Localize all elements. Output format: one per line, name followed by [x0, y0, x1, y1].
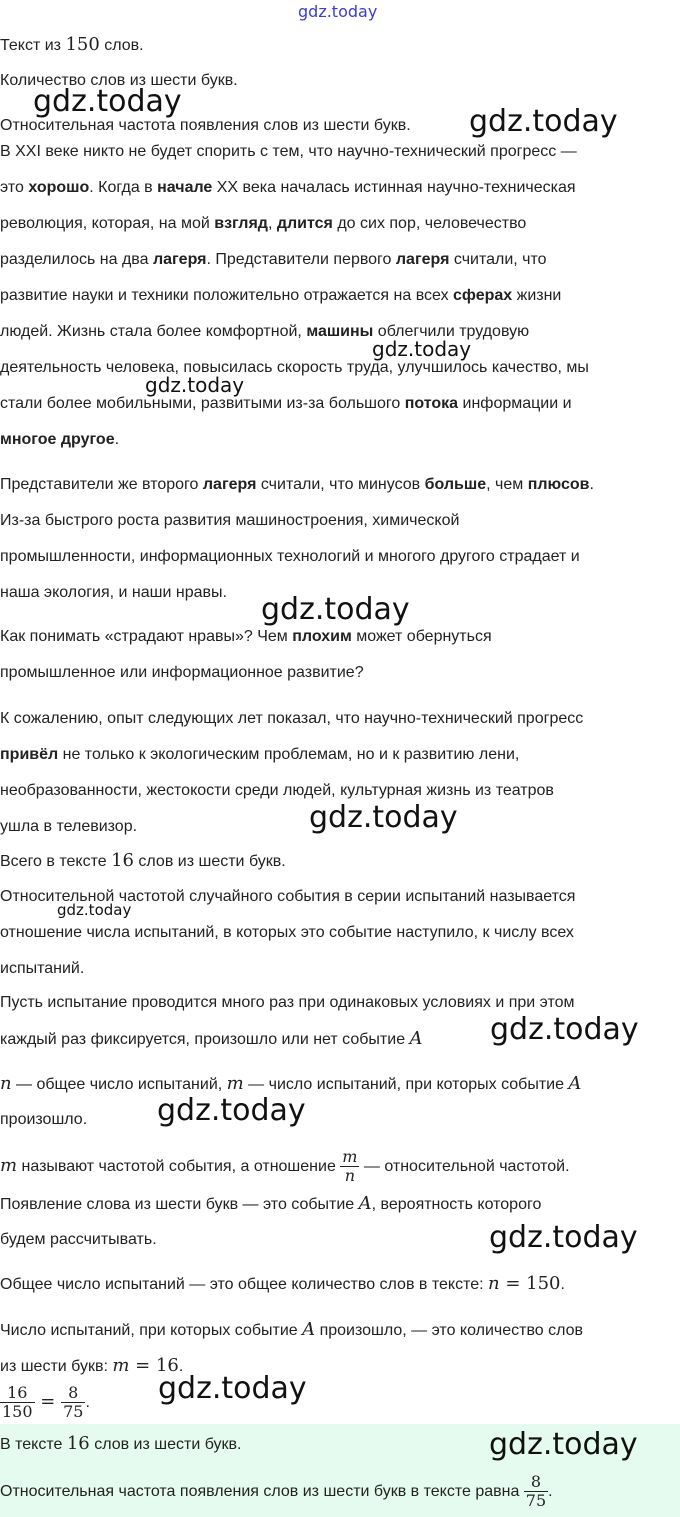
essay-line: Как понимать «страдают нравы»? Чем плохим может обернуться	[0, 628, 492, 645]
definition-line: отношение числа испытаний, в которых это событие наступило, к числу всех	[0, 924, 574, 941]
fraction-16-over-150: $\frac{16}{150}$	[2, 1383, 33, 1422]
watermark: gdz.today	[157, 1093, 306, 1128]
definition-line: Относительной частотой случайного события в серии испытаний называется	[0, 888, 576, 905]
essay-line: это хорошо. Когда в начале XX века началась истинная научно-техническая	[0, 179, 576, 196]
statement-relative-frequency: Относительная частота появления слов из шести букв.	[0, 117, 411, 134]
watermark: gdz.today	[309, 800, 458, 835]
fraction-answer-8-over-75: $\frac{8}{75}$	[525, 1472, 547, 1511]
essay-line: В XXI веке никто не будет спорить с тем, что научно-технический прогресс —	[0, 143, 577, 160]
fraction-calculation: $\frac{16}{150}$ = $\frac{8}{75}$ .	[2, 1383, 90, 1422]
explanation-line: будем рассчитывать.	[0, 1231, 157, 1248]
success-trials-line: из шести букв: m = 16.	[0, 1355, 184, 1376]
watermark-top: gdz.today	[298, 2, 378, 21]
answer-line: В тексте 16 слов из шести букв.	[0, 1433, 242, 1454]
definition-line: испытаний.	[0, 960, 85, 977]
essay-line: привёл не только к экологическим проблемам, но и к развитию лени,	[0, 746, 520, 763]
essay-line: стали более мобильными, развитыми из-за большого потока информации и	[0, 395, 572, 412]
watermark: gdz.today	[372, 337, 472, 361]
essay-line: необразованности, жестокости среди людей, культурная жизнь из театров	[0, 782, 554, 799]
essay-line: промышленное или информационное развитие?	[0, 664, 364, 681]
watermark: gdz.today	[490, 1012, 639, 1047]
statement-text-count: Текст из 150 слов.	[0, 34, 144, 55]
essay-line: людей. Жизнь стала более комфортной, машины облегчили трудовую	[0, 323, 530, 340]
essay-line: разделилось на два лагеря. Представители первого лагеря считали, что	[0, 251, 547, 268]
watermark: gdz.today	[158, 1371, 307, 1406]
frequency-definition: m называют частотой события, а отношение $\frac{m}{n}$ — относительной частотой.	[0, 1147, 570, 1186]
explanation-line: Пусть испытание проводится много раз при одинаковых условиях и при этом	[0, 994, 575, 1011]
watermark: gdz.today	[489, 1427, 638, 1462]
answer-line: Относительная частота появления слов из шести букв в тексте равна $\frac{8}{75}$ .	[0, 1472, 553, 1511]
watermark: gdz.today	[469, 104, 618, 139]
success-trials-line: Число испытаний, при которых событие A произошло, — это количество слов	[0, 1319, 584, 1340]
watermark: gdz.today	[145, 373, 245, 397]
essay-line: деятельность человека, повысилась скорость труда, улучшилось качество, мы	[0, 359, 589, 376]
essay-line: развитие науки и техники положительно отражается на всех сферах жизни	[0, 287, 562, 304]
essay-line: наша экология, и наши нравы.	[0, 584, 227, 601]
statement-six-letter-count: Количество слов из шести букв.	[0, 72, 238, 89]
explanation-line: произошло.	[0, 1111, 88, 1128]
watermark: gdz.today	[57, 901, 132, 919]
fraction-m-over-n: $\frac{m}{n}$	[342, 1147, 358, 1186]
explanation-line: n — общее число испытаний, m — число испытаний, при которых событие A	[0, 1073, 582, 1094]
essay-line: К сожалению, опыт следующих лет показал, что научно-технический прогресс	[0, 710, 584, 727]
explanation-line: Появление слова из шести букв — это событие A, вероятность которого	[0, 1193, 542, 1214]
count-statement: Всего в тексте 16 слов из шести букв.	[0, 850, 286, 871]
essay-line: Из-за быстрого роста развития машиностроения, химической	[0, 512, 460, 529]
watermark: gdz.today	[33, 84, 182, 119]
fraction-8-over-75: $\frac{8}{75}$	[63, 1383, 84, 1422]
essay-line: многое другое.	[0, 431, 120, 448]
essay-line: Представители же второго лагеря считали, что минусов больше, чем плюсов.	[0, 476, 594, 493]
watermark: gdz.today	[261, 592, 410, 627]
essay-line: промышленности, информационных технологий и многого другого страдает и	[0, 548, 580, 565]
essay-line: революция, которая, на мой взгляд, длится до сих пор, человечество	[0, 215, 527, 232]
explanation-line: каждый раз фиксируется, произошло или нет событие A	[0, 1028, 423, 1049]
total-trials-line: Общее число испытаний — это общее количество слов в тексте: n = 150.	[0, 1273, 565, 1294]
essay-line: ушла в телевизор.	[0, 818, 138, 835]
watermark: gdz.today	[489, 1220, 638, 1255]
